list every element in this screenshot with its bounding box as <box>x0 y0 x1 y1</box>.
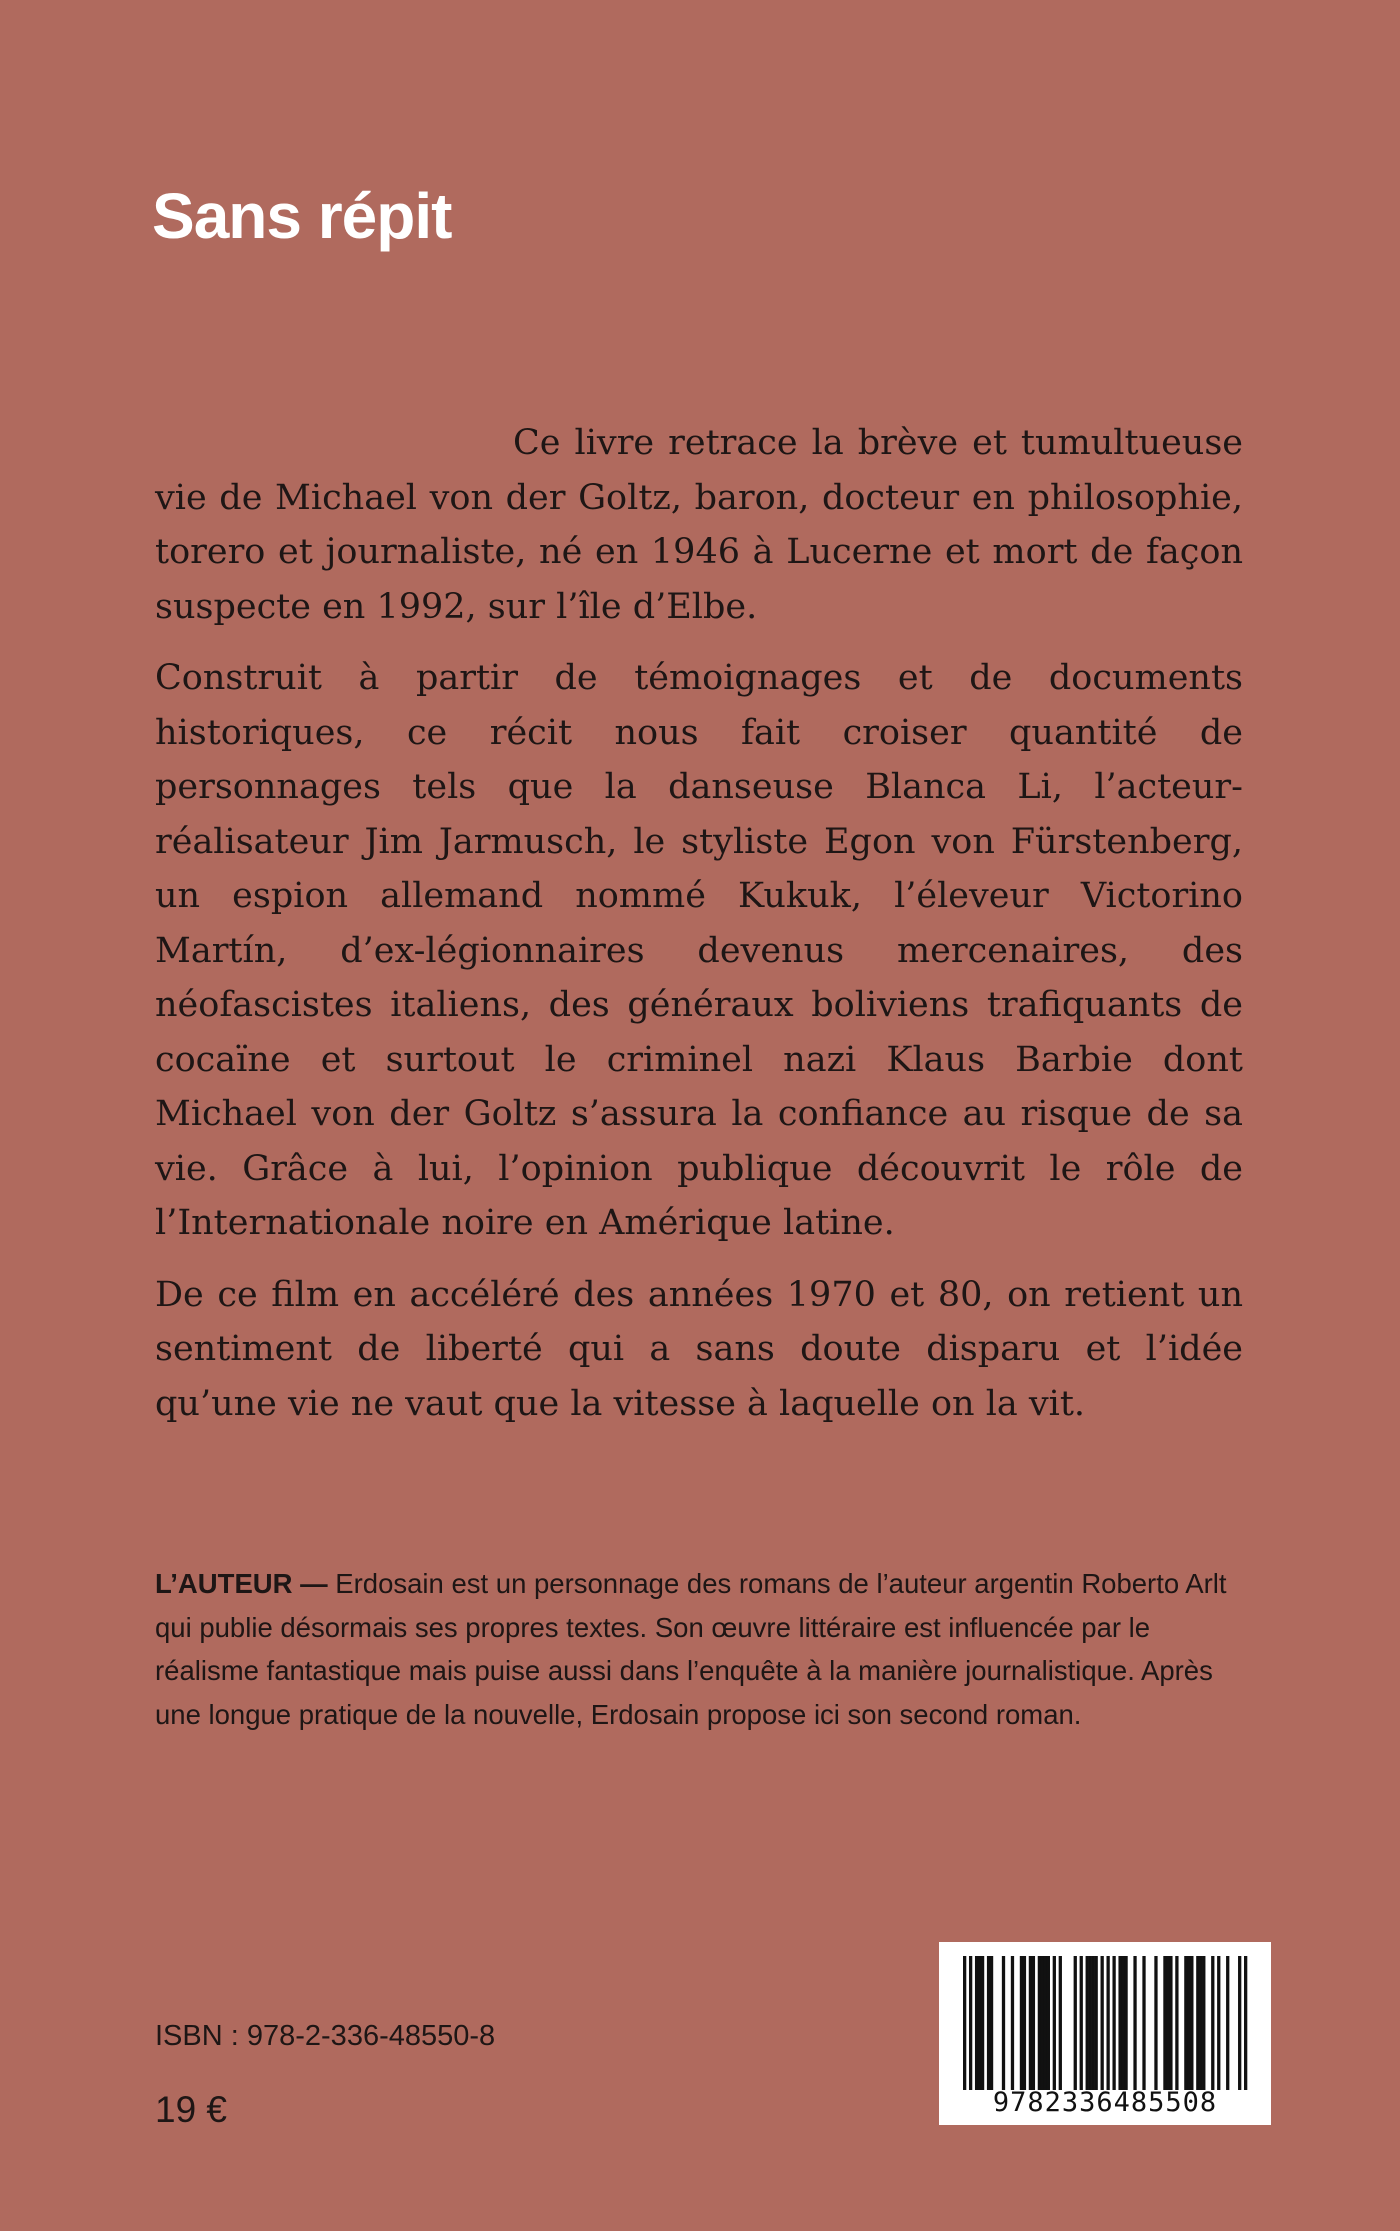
barcode-bar <box>1038 1956 1041 2090</box>
barcode-bar <box>1106 1956 1109 2090</box>
author-label: L’AUTEUR — <box>155 1568 328 1599</box>
barcode-bar <box>981 1956 984 2090</box>
barcode-bar <box>1095 1956 1098 2090</box>
barcode-bar <box>1074 1956 1077 2090</box>
barcode-bar <box>1202 1956 1205 2090</box>
barcode-bar <box>987 1956 990 2090</box>
barcode-bar <box>978 1956 981 2090</box>
barcode-bar <box>1086 1956 1089 2090</box>
barcode-bar <box>1175 1956 1178 2090</box>
blurb-paragraph: Ce livre retrace la brève et tumultueuse vie de Michael von der Goltz, baron, docteur en philosophie, torero et journaliste, né en 1946 à Lucerne et mort de façon suspecte en 1992, sur l’île d’Elbe. <box>155 423 1243 627</box>
barcode-bar <box>1124 1956 1127 2090</box>
author-text: Erdosain est un personnage des romans de l’auteur argentin Roberto Arlt qui publie désormais ses propres textes. Son œuvre littéraire est influencée par le réalisme fantastique mais puise aussi dans l’enquête à la manière journalistique. Après une longue pratique de la nouvelle, Erdosain propose ici son second roman. <box>155 1568 1227 1730</box>
barcode-bar <box>1211 1956 1214 2090</box>
barcode-bar <box>1029 1956 1032 2090</box>
barcode-bar <box>1154 1956 1157 2090</box>
barcode-bar <box>1121 1956 1124 2090</box>
author-bio <box>155 1562 1245 1736</box>
blurb-paragraph: De ce film en accéléré des années 1970 et 80, on retient un sentiment de liberté qui a sans doute disparu et l’idée qu’une vie ne vaut que la vitesse à laquelle on la vit. <box>155 1274 1243 1424</box>
barcode-bar <box>963 1956 966 2090</box>
barcode-bar <box>1190 1956 1193 2090</box>
barcode <box>939 1942 1271 2125</box>
barcode-bar <box>1023 1956 1026 2090</box>
barcode-digits: 9782336485508 <box>992 2087 1218 2118</box>
book-title: Sans répit <box>152 180 452 252</box>
barcode-bar <box>1199 1956 1202 2090</box>
barcode-bar <box>1059 1956 1062 2090</box>
barcode-bar <box>1092 1956 1095 2090</box>
barcode-bar <box>1238 1956 1241 2090</box>
barcode-bar <box>1166 1956 1169 2090</box>
price: 19 € <box>155 2089 228 2130</box>
barcode-bar <box>1217 1956 1220 2090</box>
barcode-bar <box>1184 1956 1187 2090</box>
barcode-bar <box>1244 1956 1247 2090</box>
barcode-bar <box>990 1956 993 2090</box>
barcode-bar <box>1053 1956 1056 2090</box>
barcode-bar <box>1047 1956 1050 2090</box>
barcode-bar <box>1169 1956 1172 2090</box>
back-cover-blurb <box>155 416 1243 1448</box>
barcode-bar <box>1196 1956 1199 2090</box>
barcode-bar <box>1163 1956 1166 2090</box>
barcode-bar <box>1002 1956 1005 2090</box>
blurb-paragraph: Construit à partir de témoignages et de documents historiques, ce récit nous fait croiser quantité de personnages tels que la danseuse Blanca Li, l’acteur-réalisateur Jim Jarmusch, le styliste Egon von Fürstenberg, un espion allemand nommé Kukuk, l’éleveur Victorino Martín, d’ex-légionnaires devenus mercenaires, des néofascistes italiens, des généraux boliviens trafiquants de cocaïne et surtout le criminel nazi Klaus Barbie dont Michael von der Goltz s’assura la confiance au risque de sa vie. Grâce à lui, l’opinion publique découvrit le rôle de l’Internationale noire en Amérique latine. <box>155 658 1243 1243</box>
barcode-bar <box>1011 1956 1014 2090</box>
barcode-bar <box>1032 1956 1035 2090</box>
barcode-bar <box>1226 1956 1229 2090</box>
barcode-bar <box>1041 1956 1044 2090</box>
barcode-bar <box>969 1956 972 2090</box>
barcode-bar <box>1089 1956 1092 2090</box>
barcode-bar <box>1112 1956 1115 2090</box>
barcode-bar <box>1142 1956 1145 2090</box>
barcode-bar <box>1080 1956 1083 2090</box>
barcode-bar <box>975 1956 978 2090</box>
barcode-bar <box>1020 1956 1023 2090</box>
barcode-bar <box>1187 1956 1190 2090</box>
barcode-bar <box>1044 1956 1047 2090</box>
barcode-bar <box>1101 1956 1104 2090</box>
barcode-bar <box>1118 1956 1121 2090</box>
barcode-bar <box>1133 1956 1136 2090</box>
isbn: ISBN : 978-2-336-48550-8 <box>155 2020 496 2052</box>
